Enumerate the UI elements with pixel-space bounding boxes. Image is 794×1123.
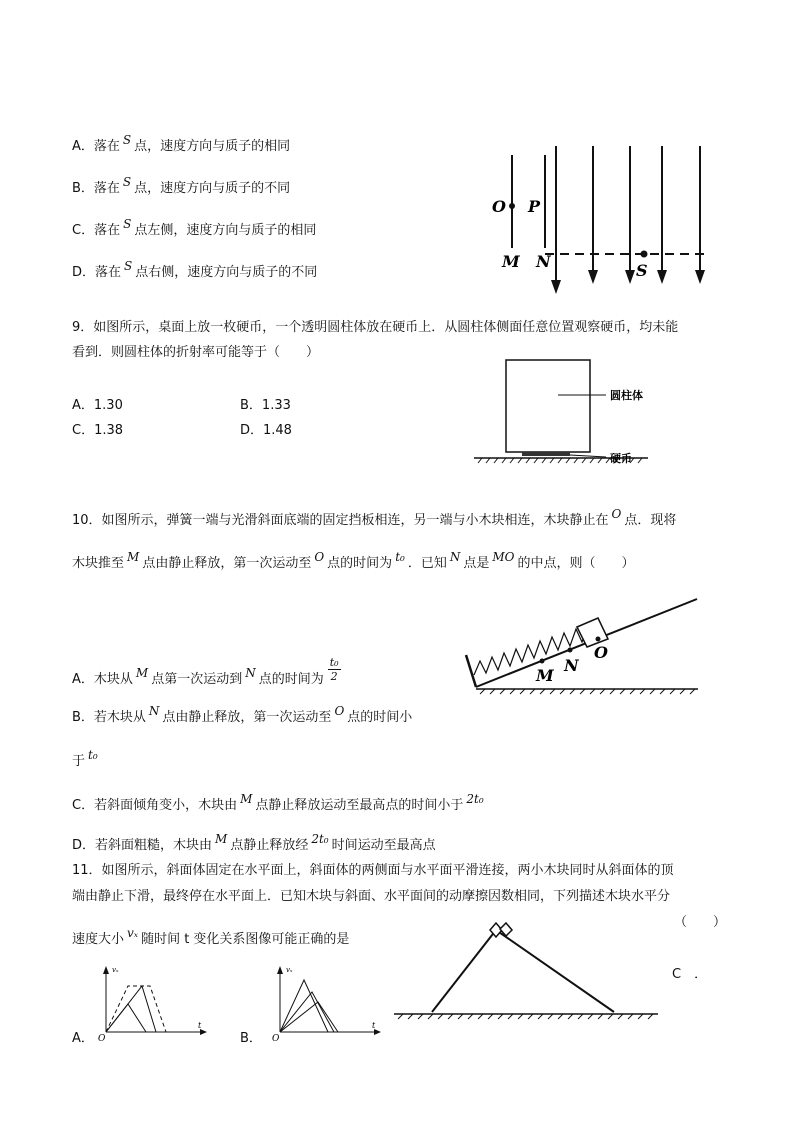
- q10-option-b-cont: 于 t₀: [72, 748, 98, 769]
- q10-option-a: A．木块从 M 点第一次运动到 N 点的时间为 $\frac{\text{t₀}}{2}$: [72, 656, 339, 687]
- q8-field-figure: [480, 140, 720, 300]
- q9-stem-line1: 9．如图所示，桌面上放一枚硬币，一个透明圆柱体放在硬币上．从圆柱体侧面任意位置观察硬币，均未能: [72, 320, 679, 335]
- q10-stem-line2: 木块推至 M 点由静止释放，第一次运动至 O 点的时间为 t₀ ．已知 N 点是 MO 的中点，则（ ）: [72, 550, 635, 571]
- q10-option-d: D．若斜面粗糙，木块由 M 点静止释放经 2t₀ 时间运动至最高点: [72, 832, 436, 853]
- q10-stem-line1: 10．如图所示，弹簧一端与光滑斜面底端的固定挡板相连，另一端与小木块相连，木块静止在 O 点．现将: [72, 507, 677, 528]
- q11-graph-a-origin: O: [98, 1034, 106, 1044]
- q9-option-d: D．1.48: [240, 423, 292, 438]
- q8-option-b: B．落在 S 点，速度方向与质子的不同: [72, 175, 291, 196]
- q11-graph-a-xlabel: t: [198, 1021, 202, 1030]
- q11-graph-b-origin: O: [272, 1034, 280, 1044]
- q11-stem-line2: 端由静止下滑，最终停在水平面上．已知木块与斜面、水平面间的动摩擦因数相同，下列描述木块水平分: [72, 889, 671, 904]
- q9-option-a: A．1.30: [72, 398, 123, 413]
- q10-label-o: O: [594, 643, 608, 662]
- q11-stem-line1: 11．如图所示，斜面体固定在水平面上，斜面体的两侧面与水平面平滑连接，两小木块同时从斜面体的顶: [72, 863, 674, 878]
- q11-option-a-label: A．: [72, 1031, 94, 1046]
- q11-graph-b-xlabel: t: [372, 1021, 376, 1030]
- q9-label-coin: 硬币: [610, 452, 632, 465]
- q8-label-m: M: [502, 252, 520, 271]
- q8-label-n: N: [536, 252, 551, 271]
- q9-label-cylinder: 圆柱体: [610, 389, 643, 402]
- q11-graph-a: [98, 962, 208, 1042]
- q9-option-b: B．1.33: [240, 398, 291, 413]
- q8-label-p: P: [528, 197, 541, 216]
- q8-label-s: S: [636, 261, 648, 280]
- q10-option-b: B．若木块从 N 点由静止释放，第一次运动至 O 点的时间小: [72, 704, 413, 725]
- q11-graph-b-ylabel: vₓ: [286, 966, 293, 974]
- q8-option-d: D．落在 S 点右侧，速度方向与质子的不同: [72, 259, 318, 280]
- q9-option-c: C．1.38: [72, 423, 124, 438]
- q11-option-b-label: B．: [240, 1031, 262, 1046]
- q11-option-c: C ．: [672, 967, 708, 982]
- q10-incline-figure: [460, 595, 710, 700]
- q8-option-c: C．落在 S 点左侧，速度方向与质子的相同: [72, 217, 317, 238]
- q10-label-m: M: [536, 666, 554, 685]
- q11-stem-line3: 速度大小 vₓ 随时间 t 变化关系图像可能正确的是: [72, 926, 350, 947]
- q11-wedge-figure: [392, 918, 660, 1026]
- q10-option-c: C．若斜面倾角变小，木块由 M 点静止释放运动至最高点的时间小于 2t₀: [72, 792, 484, 813]
- q8-label-o: O: [492, 197, 506, 216]
- q8-option-a: A．落在 S 点，速度方向与质子的相同: [72, 133, 291, 154]
- q11-graph-b: [272, 962, 382, 1042]
- q9-cylinder-figure: [470, 355, 670, 470]
- q10-label-n: N: [564, 656, 579, 675]
- q9-stem-line2: 看到．则圆柱体的折射率可能等于（ ）: [72, 345, 320, 360]
- q11-answer-paren: （ ）: [674, 915, 727, 930]
- q11-graph-a-ylabel: vₓ: [112, 966, 119, 974]
